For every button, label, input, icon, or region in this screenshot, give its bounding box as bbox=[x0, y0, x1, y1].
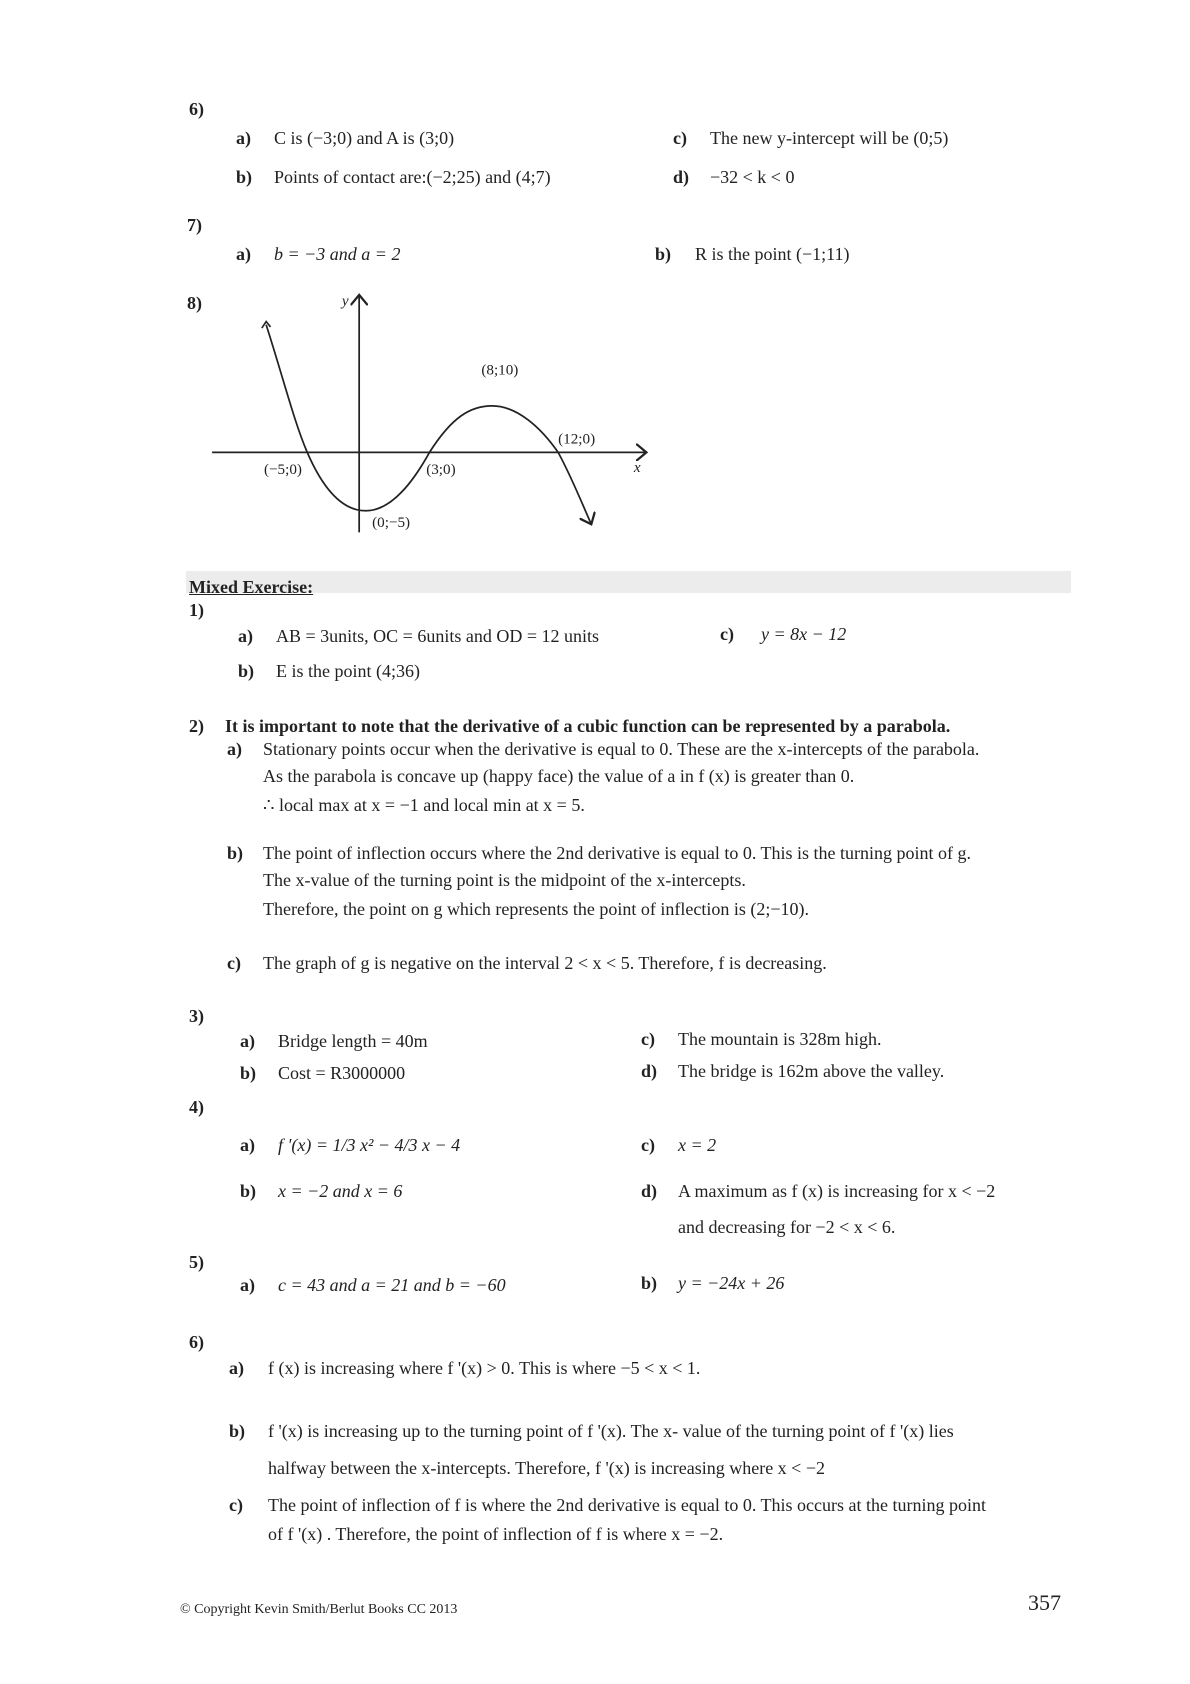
section-band bbox=[186, 571, 1071, 593]
point-label: (12;0) bbox=[558, 431, 596, 448]
question-number: 4) bbox=[189, 1097, 204, 1117]
part-label: a) bbox=[227, 739, 242, 759]
question-number: 8) bbox=[187, 293, 202, 313]
intro-text: It is important to note that the derivative of a cubic function can be represented by a parabola. bbox=[225, 716, 951, 736]
answer-text: y = −24x + 26 bbox=[678, 1273, 785, 1293]
question-number: 3) bbox=[189, 1006, 204, 1026]
answer-text: The bridge is 162m above the valley. bbox=[678, 1061, 945, 1081]
answer-line: As the parabola is concave up (happy face) the value of a in f (x) is greater than 0. bbox=[263, 766, 855, 786]
answer-text: b = −3 and a = 2 bbox=[274, 244, 401, 264]
part-label: d) bbox=[641, 1181, 658, 1201]
copyright: © Copyright Kevin Smith/Berlut Books CC 2013 bbox=[180, 1602, 458, 1617]
answer-text: The mountain is 328m high. bbox=[678, 1029, 882, 1049]
point-label: (3;0) bbox=[426, 462, 456, 479]
question-number: 1) bbox=[189, 600, 204, 620]
answer-text: AB = 3units, OC = 6units and OD = 12 units bbox=[276, 626, 599, 646]
cubic-graph bbox=[211, 292, 649, 536]
point-label: (8;10) bbox=[481, 362, 519, 379]
part-label: b) bbox=[655, 244, 672, 264]
question-number: 7) bbox=[187, 215, 202, 235]
part-label: b) bbox=[236, 167, 253, 187]
part-label: c) bbox=[641, 1135, 655, 1155]
part-label: b) bbox=[641, 1273, 658, 1293]
part-label: b) bbox=[240, 1063, 257, 1083]
page-number: 357 bbox=[1028, 1590, 1061, 1615]
answer-text: y = 8x − 12 bbox=[761, 624, 847, 644]
answer-line: Stationary points occur when the derivative is equal to 0. These are the x-intercepts of the parabola. bbox=[263, 739, 980, 759]
answer-line: Therefore, the point on g which represents the point of inflection is (2;−10). bbox=[263, 899, 810, 919]
part-label: d) bbox=[673, 167, 690, 187]
answer-text: Cost = R3000000 bbox=[278, 1063, 406, 1083]
point-label: (−5;0) bbox=[263, 462, 302, 479]
answer-text: f (x) is increasing where f '(x) > 0. This is where −5 < x < 1. bbox=[268, 1358, 701, 1378]
answer-line: A maximum as f (x) is increasing for x < −2 bbox=[678, 1181, 996, 1201]
point-label: (0;−5) bbox=[372, 515, 411, 532]
answer-text: x = −2 and x = 6 bbox=[278, 1181, 403, 1201]
answer-text: R is the point (−1;11) bbox=[695, 244, 850, 264]
part-label: a) bbox=[238, 626, 253, 646]
answer-text: The new y-intercept will be (0;5) bbox=[710, 128, 949, 148]
part-label: c) bbox=[673, 128, 687, 148]
x-axis-label: x bbox=[633, 459, 641, 476]
part-label: c) bbox=[720, 624, 734, 644]
part-label: c) bbox=[227, 953, 241, 973]
part-label: a) bbox=[240, 1135, 255, 1155]
answer-line: halfway between the x-intercepts. Therefore, f '(x) is increasing where x < −2 bbox=[268, 1458, 825, 1478]
part-label: b) bbox=[227, 843, 244, 863]
question-number: 6) bbox=[189, 1332, 204, 1352]
part-label: c) bbox=[229, 1495, 243, 1515]
answer-line: The x-value of the turning point is the midpoint of the x-intercepts. bbox=[263, 870, 746, 890]
section-title: Mixed Exercise: bbox=[189, 577, 314, 597]
part-label: b) bbox=[238, 661, 255, 681]
answer-line: and decreasing for −2 < x < 6. bbox=[678, 1217, 896, 1237]
answer-line: The point of inflection of f is where the 2nd derivative is equal to 0. This occurs at the turning point bbox=[268, 1495, 986, 1515]
part-label: a) bbox=[236, 128, 251, 148]
answer-text: Points of contact are:(−2;25) and (4;7) bbox=[274, 167, 551, 187]
part-label: b) bbox=[240, 1181, 257, 1201]
answer-line: of f '(x) . Therefore, the point of inflection of f is where x = −2. bbox=[268, 1524, 724, 1544]
question-number: 5) bbox=[189, 1252, 204, 1272]
part-label: c) bbox=[641, 1029, 655, 1049]
part-label: d) bbox=[641, 1061, 658, 1081]
answer-text: x = 2 bbox=[678, 1135, 717, 1155]
part-label: a) bbox=[229, 1358, 244, 1378]
question-number: 2) bbox=[189, 716, 204, 736]
answer-text: C is (−3;0) and A is (3;0) bbox=[274, 128, 455, 148]
part-label: a) bbox=[240, 1275, 255, 1295]
answer-text: E is the point (4;36) bbox=[276, 661, 420, 681]
answer-line: The point of inflection occurs where the 2nd derivative is equal to 0. This is the turning point of g. bbox=[263, 843, 972, 863]
answer-line: ∴ local max at x = −1 and local min at x = 5. bbox=[263, 795, 585, 815]
y-axis-label: y bbox=[341, 293, 349, 310]
answer-line: f '(x) is increasing up to the turning point of f '(x). The x- value of the turning point of f '(x) lies bbox=[268, 1421, 954, 1441]
part-label: b) bbox=[229, 1421, 246, 1441]
answer-text: c = 43 and a = 21 and b = −60 bbox=[278, 1275, 506, 1295]
part-label: a) bbox=[236, 244, 251, 264]
curve bbox=[263, 325, 590, 523]
answer-text: Bridge length = 40m bbox=[278, 1031, 428, 1051]
answer-text: The graph of g is negative on the interval 2 < x < 5. Therefore, f is decreasing. bbox=[263, 953, 827, 973]
question-number: 6) bbox=[189, 99, 204, 119]
answer-text: −32 < k < 0 bbox=[710, 167, 795, 187]
answer-text: f '(x) = 1/3 x² − 4/3 x − 4 bbox=[278, 1135, 461, 1155]
part-label: a) bbox=[240, 1031, 255, 1051]
